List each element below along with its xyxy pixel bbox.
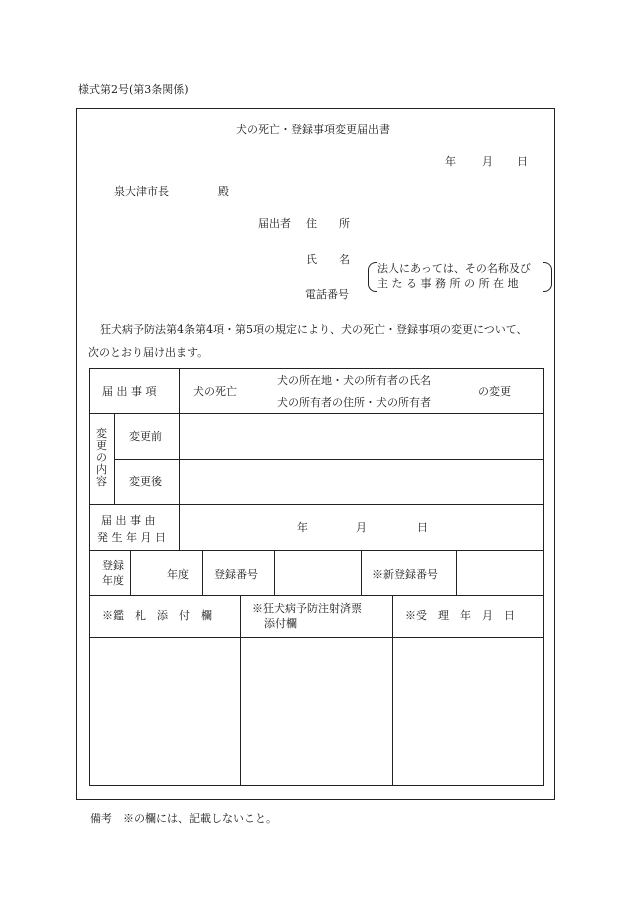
applicant-label: 届出者 [258,217,291,230]
corporate-note-line2: 主 た る 事 務 所 の 所 在 地 [377,277,519,290]
reason-date-line2: 発 生 年 月 日 [97,531,166,544]
before-label: 変更前 [129,430,162,443]
addressee-honorific: 殿 [218,185,229,198]
addressee-name: 泉大津市長 [114,185,169,198]
tag-attach-label: ※鑑 札 添 付 欄 [102,609,212,622]
change-option2: 犬の所有者の住所・犬の所有者 [277,396,431,409]
applicant-name-label: 氏 名 [306,253,350,266]
reason-day: 日 [417,521,428,534]
reason-date-line1: 届 出 事 由 [101,514,156,527]
left-paren [368,262,377,292]
form-number: 様式第2号(第3条関係) [78,83,189,96]
right-paren [543,262,552,292]
new-reg-number-label: ※新登録番号 [372,568,438,581]
reason-year: 年 [297,521,308,534]
applicant-phone-label: 電話番号 [305,288,349,301]
body-line2: 次のとおり届け出ます。 [88,346,209,359]
received-date-label: ※受 理 年 月 日 [405,609,515,622]
date-month-label: 月 [482,155,493,168]
reason-month: 月 [356,521,367,534]
date-day-label: 日 [517,155,528,168]
body-line1: 狂犬病予防法第4条第4項・第5項の規定により、犬の死亡・登録事項の変更について、 [100,323,528,336]
fiscal-year-label: 年度 [167,568,189,581]
reg-year-label: 登録 年度 [102,559,124,587]
footer-remark: 備考 ※の欄には、記載しないこと。 [90,812,277,825]
change-suffix: の変更 [478,385,511,398]
document-title: 犬の死亡・登録事項変更届出書 [236,123,390,136]
after-label: 変更後 [129,475,162,488]
change-option1: 犬の所在地・犬の所有者の氏名 [277,374,431,387]
vaccination-attach-line2: 添付欄 [264,617,297,630]
notification-item-label: 届 出 事 項 [102,385,157,398]
reg-number-label: 登録番号 [214,568,258,581]
applicant-address-label: 住 所 [306,217,350,230]
date-year-label: 年 [445,155,456,168]
dog-death-option: 犬の死亡 [193,385,237,398]
change-content-label: 変 更 の 内 容 [96,427,107,488]
corporate-note-line1: 法人にあっては、その名称及び [377,262,531,275]
vaccination-attach-line1: ※狂犬病予防注射済票 [252,602,362,615]
